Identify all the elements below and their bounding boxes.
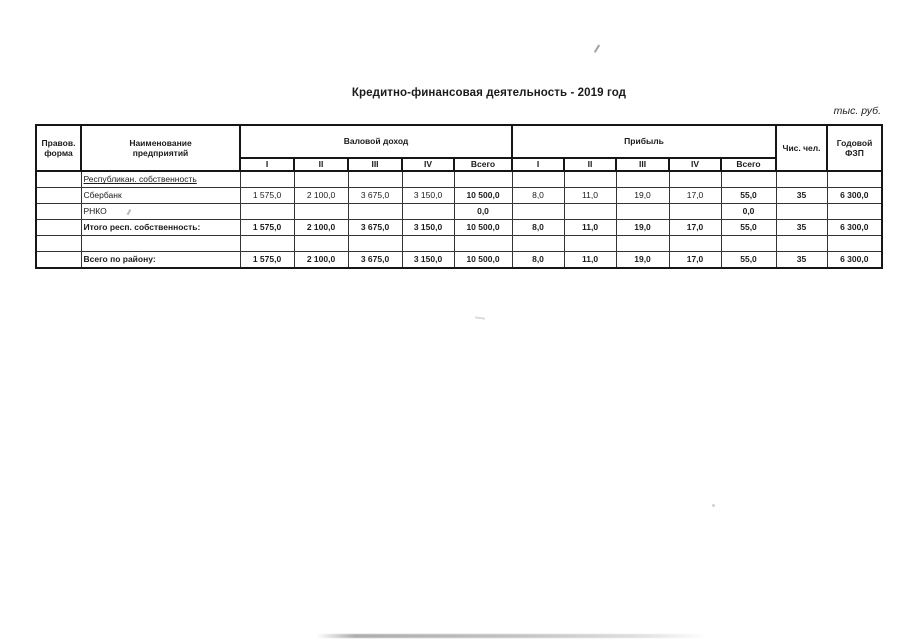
cell-legal-form (36, 220, 81, 236)
annual-payroll-header: Годовой ФЗП (827, 125, 882, 171)
cell-gross-q1 (240, 236, 294, 252)
cell-profit-q4 (669, 236, 721, 252)
cell-profit-q3: 19,0 (616, 188, 669, 204)
period-header-profit-q4: IV (669, 158, 721, 171)
period-header-profit-q2: II (564, 158, 616, 171)
cell-gross-q2: 2 100,0 (294, 220, 348, 236)
cell-profit-q2 (564, 236, 616, 252)
cell-headcount: 35 (776, 188, 827, 204)
enterprise-header (81, 125, 240, 171)
cell-profit-q4 (669, 171, 721, 188)
cell-profit-q1 (512, 171, 564, 188)
cell-profit-q3: 19,0 (616, 220, 669, 236)
cell-profit-q1: 8,0 (512, 220, 564, 236)
cell-profit-q2 (564, 204, 616, 220)
cell-gross-q2: 2 100,0 (294, 252, 348, 269)
cell-gross-q2 (294, 171, 348, 188)
cell-legal-form (36, 188, 81, 204)
legal-form-header: Правов. форма (36, 125, 81, 171)
cell-headcount: 35 (776, 252, 827, 269)
cell-annual-payroll: 6 300,0 (827, 188, 882, 204)
header-row-groups (36, 125, 882, 158)
cell-annual-payroll (827, 171, 882, 188)
period-header-gross-q3: III (348, 158, 402, 171)
cell-profit-q1 (512, 236, 564, 252)
cell-enterprise-name (81, 236, 240, 252)
cell-gross-q4: 3 150,0 (402, 252, 454, 269)
units-note: тыс. руб. (833, 105, 881, 117)
cell-profit-total: 55,0 (721, 252, 776, 269)
cell-gross-q1: 1 575,0 (240, 220, 294, 236)
cell-profit-total (721, 236, 776, 252)
cell-headcount (776, 204, 827, 220)
cell-headcount (776, 236, 827, 252)
cell-gross-q2: 2 100,0 (294, 188, 348, 204)
table-row-sberbank (36, 188, 882, 204)
table-row-subtotal (36, 220, 882, 236)
cell-profit-q1: 8,0 (512, 252, 564, 269)
cell-profit-q3: 19,0 (616, 252, 669, 269)
cell-legal-form (36, 236, 81, 252)
cell-grand-total-label: Всего по району: (81, 252, 240, 269)
cell-section-title: Республикан. собственность (81, 171, 240, 188)
cell-gross-q3: 3 675,0 (348, 220, 402, 236)
table-row-section (36, 171, 882, 188)
cell-profit-q3 (616, 236, 669, 252)
cell-gross-q3: 3 675,0 (348, 188, 402, 204)
cell-headcount: 35 (776, 220, 827, 236)
period-header-profit-total: Всего (721, 158, 776, 171)
cell-profit-q2: 11,0 (564, 188, 616, 204)
gross-income-header: Валовой доход (240, 125, 512, 158)
cell-gross-q2 (294, 236, 348, 252)
cell-gross-q1 (240, 171, 294, 188)
cell-gross-q4: 3 150,0 (402, 188, 454, 204)
cell-enterprise-name: РНКО (81, 204, 240, 220)
cell-profit-q4: 17,0 (669, 252, 721, 269)
cell-headcount (776, 171, 827, 188)
profit-header: Прибыль (512, 125, 776, 158)
cell-gross-total (454, 236, 512, 252)
period-header-profit-q1: I (512, 158, 564, 171)
period-header-profit-q3: III (616, 158, 669, 171)
cell-profit-total: 55,0 (721, 188, 776, 204)
cell-profit-q4: 17,0 (669, 220, 721, 236)
cell-profit-q1: 8,0 (512, 188, 564, 204)
cell-annual-payroll: 6 300,0 (827, 252, 882, 269)
cell-gross-total: 10 500,0 (454, 188, 512, 204)
cell-enterprise-name: Сбербанк (81, 188, 240, 204)
period-header-gross-total: Всего (454, 158, 512, 171)
cell-annual-payroll (827, 204, 882, 220)
period-header-gross-q1: I (240, 158, 294, 171)
cell-gross-q3 (348, 236, 402, 252)
scan-artifact-slash (594, 44, 600, 52)
cell-profit-q3 (616, 204, 669, 220)
cell-gross-total: 0,0 (454, 204, 512, 220)
cell-legal-form (36, 171, 81, 188)
cell-gross-q1: 1 575,0 (240, 188, 294, 204)
cell-gross-q3 (348, 171, 402, 188)
period-header-gross-q2: II (294, 158, 348, 171)
scan-artifact-speck (475, 316, 485, 319)
cell-gross-q4 (402, 171, 454, 188)
period-header-gross-q4: IV (402, 158, 454, 171)
cell-gross-total: 10 500,0 (454, 220, 512, 236)
cell-profit-total: 55,0 (721, 220, 776, 236)
cell-gross-total: 10 500,0 (454, 252, 512, 269)
cell-annual-payroll (827, 236, 882, 252)
cell-profit-q2: 11,0 (564, 220, 616, 236)
cell-gross-q2 (294, 204, 348, 220)
finance-report-table (35, 124, 883, 269)
cell-profit-q4: 17,0 (669, 188, 721, 204)
table-row-rnko (36, 204, 882, 220)
headcount-header: Чис. чел. (776, 125, 827, 171)
cell-legal-form (36, 252, 81, 269)
scan-edge-shadow (316, 634, 708, 638)
cell-gross-q1: 1 575,0 (240, 252, 294, 269)
cell-legal-form (36, 204, 81, 220)
cell-annual-payroll: 6 300,0 (827, 220, 882, 236)
cell-gross-q3 (348, 204, 402, 220)
cell-gross-q4: 3 150,0 (402, 220, 454, 236)
cell-profit-q2 (564, 171, 616, 188)
table-row-empty (36, 236, 882, 252)
table-row-grand-total (36, 252, 882, 269)
cell-profit-total: 0,0 (721, 204, 776, 220)
cell-profit-total (721, 171, 776, 188)
cell-subtotal-label: Итого респ. собственность: (81, 220, 240, 236)
cell-profit-q2: 11,0 (564, 252, 616, 269)
cell-gross-q1 (240, 204, 294, 220)
cell-profit-q1 (512, 204, 564, 220)
cell-gross-q4 (402, 236, 454, 252)
cell-gross-q3: 3 675,0 (348, 252, 402, 269)
page-title: Кредитно-финансовая деятельность - 2019 год (351, 87, 627, 99)
enterprise-header-label: Наименование предприятий (129, 137, 192, 158)
scan-artifact-speck (712, 504, 715, 507)
cell-gross-total (454, 171, 512, 188)
cell-profit-q4 (669, 204, 721, 220)
cell-gross-q4 (402, 204, 454, 220)
cell-profit-q3 (616, 171, 669, 188)
